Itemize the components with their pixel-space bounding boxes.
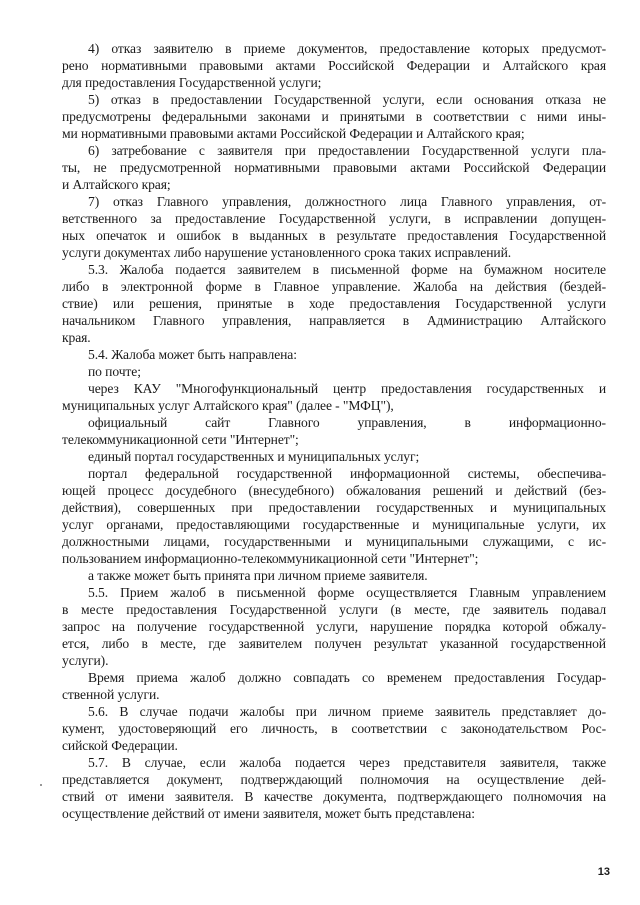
text-line: ми нормативными правовыми актами Российской Федерации и Алтайского края; xyxy=(62,126,525,141)
text-line: услуг органами, предоставляющими государственные и муниципальные услуги, их xyxy=(62,517,606,532)
word: сайт xyxy=(205,415,231,430)
text-line: а также может быть принята при личном приеме заявителя. xyxy=(88,568,428,583)
text-line: осуществление действий от имени заявителя, может быть представлена: xyxy=(62,806,475,821)
text-line: 7) отказ Главного управления, должностного лица Главного управления, от- xyxy=(88,194,606,209)
website-line xyxy=(62,414,606,431)
text-line: 5.5. Прием жалоб в письменной форме осуществляется Главным управлением xyxy=(88,585,606,600)
document-body xyxy=(62,40,606,822)
scan-speck xyxy=(40,784,42,786)
text-line: кумент, удостоверяющий его личность, в соответствии с законодательством Рос- xyxy=(62,721,606,736)
text-line: 4) отказ заявителю в приеме документов, предоставление которых предусмот- xyxy=(88,41,606,56)
text-line: ственной услуги. xyxy=(62,687,160,702)
page-number: 13 xyxy=(597,866,610,878)
text-line: ных опечаток и ошибок в выданных в результате предоставления Государственной xyxy=(62,228,606,243)
text-line: Время приема жалоб должно совпадать со временем предоставления Государ- xyxy=(88,670,606,685)
text-line: ты, не предусмотренной нормативными правовыми актами Российской Федерации xyxy=(62,160,606,175)
text-line: и Алтайского края; xyxy=(62,177,171,192)
text-line: начальником Главного управления, направляется в Администрацию Алтайского xyxy=(62,313,606,328)
text-line: края. xyxy=(62,330,91,345)
text-line: должностными лицами, государственными и муниципальными служащими, с ис- xyxy=(62,534,606,549)
text-line: 5.6. В случае подачи жалобы при личном приеме заявитель представляет до- xyxy=(88,704,606,719)
text-line: телекоммуникационной сети "Интернет"; xyxy=(62,432,299,447)
text-line: муниципальных услуг Алтайского края" (далее - "МФЦ"), xyxy=(62,398,394,413)
word: управления, xyxy=(357,415,427,430)
word: официальный xyxy=(88,415,168,430)
text-line: ствие) или решения, принятые в ходе предоставления Государственной услуги xyxy=(62,296,606,311)
text-line: либо в электронной форме в Главное управление. Жалоба на действия (бездей- xyxy=(62,279,606,294)
text-line: рено нормативными правовыми актами Российской Федерации и Алтайского края xyxy=(62,58,606,73)
text-line: услуги документах либо нарушение установленного срока таких исправлений. xyxy=(62,245,512,260)
text-line: 5.7. В случае, если жалоба подается через представителя заявителя, также xyxy=(88,755,606,770)
text-line: в месте предоставления Государственной услуги (в месте, где заявитель подавал xyxy=(62,602,606,617)
text-line: сийской Федерации. xyxy=(62,738,178,753)
text-line: 5.3. Жалоба подается заявителем в письменной форме на бумажном носителе xyxy=(88,262,606,277)
text-line: портал федеральной государственной информационной системы, обеспечива- xyxy=(88,466,606,481)
text-line: 6) затребование с заявителя при предоставлении Государственной услуги пла- xyxy=(88,143,606,158)
word: Главного xyxy=(268,415,320,430)
text-line: по почте; xyxy=(88,364,141,379)
text-line: ющей процесс досудебного (внесудебного) обжалования решений и действий (без- xyxy=(62,483,606,498)
text-line: 5) отказ в предоставлении Государственной услуги, если основания отказа не xyxy=(88,92,606,107)
text-line: 5.4. Жалоба может быть направлена: xyxy=(88,347,297,362)
text-line: предусмотрены федеральными законами и принятыми в соответствии с ними ины- xyxy=(62,109,606,124)
text-line: единый портал государственных и муниципальных услуг; xyxy=(88,449,420,464)
text-line: представляется документ, подтверждающий полномочия на осуществление дей- xyxy=(62,772,606,787)
text-line: для предоставления Государственной услуги; xyxy=(62,75,322,90)
text-line: ется, либо в месте, где заявителем получен результат указанной государственной xyxy=(62,636,606,651)
text-line: через КАУ "Многофункциональный центр предоставления государственных и xyxy=(88,381,606,396)
text-line: услуги). xyxy=(62,653,109,668)
word: информационно- xyxy=(508,415,606,430)
word: в xyxy=(464,415,471,430)
text-line: ветственного за предоставление Государственной услуги, в исправлении допущен- xyxy=(62,211,606,226)
text-line: действия), совершенных при предоставлении государственных и муниципальных xyxy=(62,500,606,515)
text-line: пользованием информационно-телекоммуникационной сети "Интернет"; xyxy=(62,551,479,566)
text-line: запрос на получение государственной услуги, нарушение порядка которой обжалу- xyxy=(62,619,606,634)
text-line: ствий от имени заявителя. В качестве документа, подтверждающего полномочия на xyxy=(62,789,606,804)
